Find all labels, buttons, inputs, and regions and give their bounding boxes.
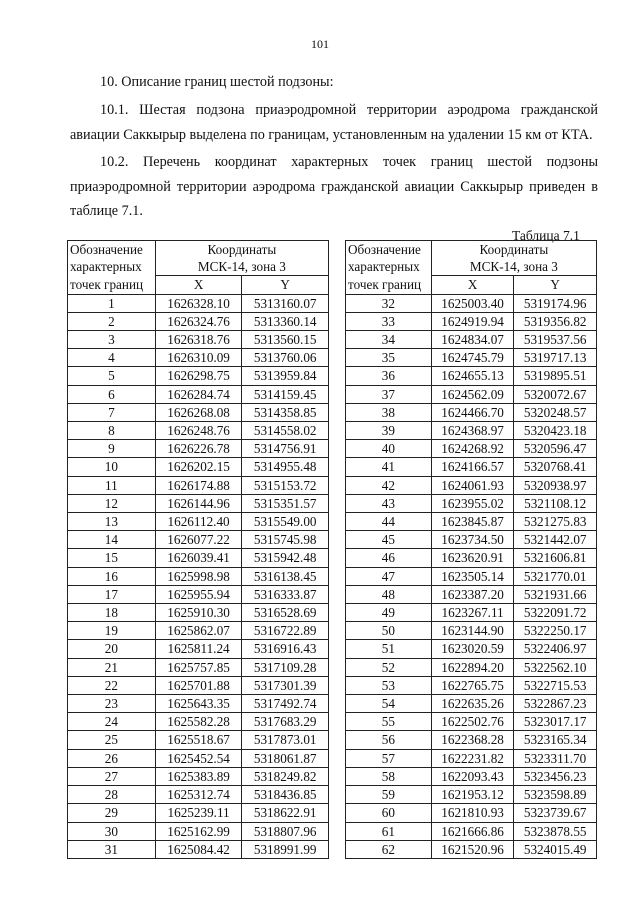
table-row xyxy=(68,767,329,785)
point-number-cell: 34 xyxy=(346,331,432,349)
x-coordinate-cell: 1625998.98 xyxy=(155,567,242,585)
y-coordinate-cell: 5323878.55 xyxy=(514,822,597,840)
y-coordinate-cell: 5322091.72 xyxy=(514,604,597,622)
y-coordinate-cell: 5323739.67 xyxy=(514,804,597,822)
point-number-cell: 37 xyxy=(346,385,432,403)
x-coordinate-cell: 1625582.28 xyxy=(155,713,242,731)
header-y: Y xyxy=(242,276,329,294)
point-number-cell: 48 xyxy=(346,585,432,603)
x-coordinate-cell: 1625643.35 xyxy=(155,695,242,713)
table-row xyxy=(68,622,329,640)
table-row xyxy=(68,585,329,603)
table-row xyxy=(346,822,597,840)
y-coordinate-cell: 5315942.48 xyxy=(242,549,329,567)
header-point-line-2: характерных xyxy=(68,258,156,276)
x-coordinate-cell: 1624166.57 xyxy=(431,458,514,476)
table-row xyxy=(346,385,597,403)
x-coordinate-cell: 1623144.90 xyxy=(431,622,514,640)
y-coordinate-cell: 5314955.48 xyxy=(242,458,329,476)
table-row xyxy=(68,804,329,822)
x-coordinate-cell: 1621666.86 xyxy=(431,822,514,840)
paragraph-10-1-line-1: 10.1. Шестая подзона приаэродромной территории аэродрома гражданской xyxy=(100,102,598,118)
table-row xyxy=(346,331,597,349)
y-coordinate-cell: 5321770.01 xyxy=(514,567,597,585)
x-coordinate-cell: 1624368.97 xyxy=(431,422,514,440)
coordinates-table-right xyxy=(345,240,597,859)
table-row xyxy=(68,385,329,403)
x-coordinate-cell: 1624562.09 xyxy=(431,385,514,403)
table-row xyxy=(346,440,597,458)
point-number-cell: 30 xyxy=(68,822,156,840)
x-coordinate-cell: 1623845.87 xyxy=(431,513,514,531)
coordinates-table-left xyxy=(67,240,329,859)
x-coordinate-cell: 1626328.10 xyxy=(155,294,242,312)
point-number-cell: 12 xyxy=(68,494,156,512)
table-row xyxy=(68,312,329,330)
x-coordinate-cell: 1625162.99 xyxy=(155,822,242,840)
table-row xyxy=(346,731,597,749)
table-row xyxy=(68,658,329,676)
y-coordinate-cell: 5319174.96 xyxy=(514,294,597,312)
point-number-cell: 42 xyxy=(346,476,432,494)
y-coordinate-cell: 5314558.02 xyxy=(242,422,329,440)
table-row xyxy=(346,422,597,440)
point-number-cell: 58 xyxy=(346,767,432,785)
x-coordinate-cell: 1625811.24 xyxy=(155,640,242,658)
y-coordinate-cell: 5318991.99 xyxy=(242,840,329,858)
table-row xyxy=(346,367,597,385)
x-coordinate-cell: 1622368.28 xyxy=(431,731,514,749)
header-point-line-1: Обозначение xyxy=(68,241,156,259)
point-number-cell: 50 xyxy=(346,622,432,640)
table-row xyxy=(68,786,329,804)
point-number-cell: 57 xyxy=(346,749,432,767)
y-coordinate-cell: 5318622.91 xyxy=(242,804,329,822)
table-caption: Таблица 7.1 xyxy=(512,228,580,243)
y-coordinate-cell: 5321275.83 xyxy=(514,513,597,531)
table-row xyxy=(346,804,597,822)
paragraph-10-2-line-1: 10.2. Перечень координат характерных точек границ шестой подзоны xyxy=(100,154,598,170)
point-number-cell: 20 xyxy=(68,640,156,658)
table-row xyxy=(68,367,329,385)
point-number-cell: 47 xyxy=(346,567,432,585)
point-number-cell: 39 xyxy=(346,422,432,440)
table-row xyxy=(346,604,597,622)
point-number-cell: 55 xyxy=(346,713,432,731)
x-coordinate-cell: 1622093.43 xyxy=(431,767,514,785)
table-row xyxy=(346,294,597,312)
table-row xyxy=(68,695,329,713)
x-coordinate-cell: 1626226.78 xyxy=(155,440,242,458)
x-coordinate-cell: 1625239.11 xyxy=(155,804,242,822)
point-number-cell: 29 xyxy=(68,804,156,822)
table-row xyxy=(68,422,329,440)
table-row xyxy=(68,331,329,349)
y-coordinate-cell: 5321442.07 xyxy=(514,531,597,549)
page-number: 101 xyxy=(311,37,329,51)
x-coordinate-cell: 1622894.20 xyxy=(431,658,514,676)
x-coordinate-cell: 1622765.75 xyxy=(431,676,514,694)
table-row xyxy=(346,676,597,694)
x-coordinate-cell: 1625910.30 xyxy=(155,604,242,622)
table-row xyxy=(346,840,597,858)
x-coordinate-cell: 1625518.67 xyxy=(155,731,242,749)
table-row xyxy=(346,658,597,676)
point-number-cell: 56 xyxy=(346,731,432,749)
point-number-cell: 7 xyxy=(68,403,156,421)
point-number-cell: 24 xyxy=(68,713,156,731)
point-number-cell: 1 xyxy=(68,294,156,312)
y-coordinate-cell: 5314358.85 xyxy=(242,403,329,421)
x-coordinate-cell: 1624919.94 xyxy=(431,312,514,330)
point-number-cell: 8 xyxy=(68,422,156,440)
y-coordinate-cell: 5313360.14 xyxy=(242,312,329,330)
y-coordinate-cell: 5317873.01 xyxy=(242,731,329,749)
point-number-cell: 18 xyxy=(68,604,156,622)
point-number-cell: 6 xyxy=(68,385,156,403)
x-coordinate-cell: 1626202.15 xyxy=(155,458,242,476)
header-y: Y xyxy=(514,276,597,294)
y-coordinate-cell: 5316722.89 xyxy=(242,622,329,640)
table-row xyxy=(346,513,597,531)
point-number-cell: 25 xyxy=(68,731,156,749)
table-row xyxy=(346,786,597,804)
table-row xyxy=(68,749,329,767)
header-coords-line-1: Координаты xyxy=(155,241,328,259)
table-row xyxy=(346,622,597,640)
x-coordinate-cell: 1626268.08 xyxy=(155,403,242,421)
header-point-line-2: характерных xyxy=(346,258,432,276)
point-number-cell: 9 xyxy=(68,440,156,458)
y-coordinate-cell: 5319537.56 xyxy=(514,331,597,349)
y-coordinate-cell: 5321931.66 xyxy=(514,585,597,603)
point-number-cell: 23 xyxy=(68,695,156,713)
x-coordinate-cell: 1624834.07 xyxy=(431,331,514,349)
x-coordinate-cell: 1623387.20 xyxy=(431,585,514,603)
y-coordinate-cell: 5320768.41 xyxy=(514,458,597,476)
y-coordinate-cell: 5315153.72 xyxy=(242,476,329,494)
y-coordinate-cell: 5316916.43 xyxy=(242,640,329,658)
table-row xyxy=(346,403,597,421)
y-coordinate-cell: 5319717.13 xyxy=(514,349,597,367)
table-row xyxy=(68,822,329,840)
table-row xyxy=(346,749,597,767)
point-number-cell: 2 xyxy=(68,312,156,330)
point-number-cell: 33 xyxy=(346,312,432,330)
point-number-cell: 22 xyxy=(68,676,156,694)
y-coordinate-cell: 5317492.74 xyxy=(242,695,329,713)
point-number-cell: 27 xyxy=(68,767,156,785)
y-coordinate-cell: 5315549.00 xyxy=(242,513,329,531)
y-coordinate-cell: 5318436.85 xyxy=(242,786,329,804)
y-coordinate-cell: 5322715.53 xyxy=(514,676,597,694)
table-row xyxy=(68,640,329,658)
paragraph-10-1-line-2: авиации Саккырыр выделена по границам, установленным на удалении 15 км от КТА. xyxy=(70,127,593,143)
x-coordinate-cell: 1626112.40 xyxy=(155,513,242,531)
point-number-cell: 21 xyxy=(68,658,156,676)
point-number-cell: 59 xyxy=(346,786,432,804)
point-number-cell: 40 xyxy=(346,440,432,458)
table-row xyxy=(68,458,329,476)
y-coordinate-cell: 5318807.96 xyxy=(242,822,329,840)
point-number-cell: 44 xyxy=(346,513,432,531)
paragraph-10-2-line-2: приаэродромной территории аэродрома гражданской авиации Саккырыр приведен в xyxy=(70,179,598,195)
point-number-cell: 38 xyxy=(346,403,432,421)
y-coordinate-cell: 5313959.84 xyxy=(242,367,329,385)
table-row xyxy=(68,494,329,512)
header-coords-line-2: МСК-14, зона 3 xyxy=(431,258,596,276)
x-coordinate-cell: 1625955.94 xyxy=(155,585,242,603)
y-coordinate-cell: 5316528.69 xyxy=(242,604,329,622)
x-coordinate-cell: 1626298.75 xyxy=(155,367,242,385)
table-row xyxy=(346,640,597,658)
y-coordinate-cell: 5322250.17 xyxy=(514,622,597,640)
x-coordinate-cell: 1626144.96 xyxy=(155,494,242,512)
table-row xyxy=(68,531,329,549)
x-coordinate-cell: 1623505.14 xyxy=(431,567,514,585)
point-number-cell: 16 xyxy=(68,567,156,585)
y-coordinate-cell: 5315351.57 xyxy=(242,494,329,512)
y-coordinate-cell: 5313160.07 xyxy=(242,294,329,312)
point-number-cell: 54 xyxy=(346,695,432,713)
x-coordinate-cell: 1621953.12 xyxy=(431,786,514,804)
table-row xyxy=(346,767,597,785)
y-coordinate-cell: 5318249.82 xyxy=(242,767,329,785)
header-coords-line-2: МСК-14, зона 3 xyxy=(155,258,328,276)
y-coordinate-cell: 5321606.81 xyxy=(514,549,597,567)
header-point-line-3: точек границ xyxy=(68,276,156,294)
y-coordinate-cell: 5318061.87 xyxy=(242,749,329,767)
table-row xyxy=(346,713,597,731)
point-number-cell: 10 xyxy=(68,458,156,476)
table-row xyxy=(68,476,329,494)
y-coordinate-cell: 5323456.23 xyxy=(514,767,597,785)
x-coordinate-cell: 1623955.02 xyxy=(431,494,514,512)
point-number-cell: 60 xyxy=(346,804,432,822)
x-coordinate-cell: 1626174.88 xyxy=(155,476,242,494)
table-row xyxy=(346,567,597,585)
y-coordinate-cell: 5322867.23 xyxy=(514,695,597,713)
y-coordinate-cell: 5317301.39 xyxy=(242,676,329,694)
y-coordinate-cell: 5320596.47 xyxy=(514,440,597,458)
point-number-cell: 32 xyxy=(346,294,432,312)
point-number-cell: 49 xyxy=(346,604,432,622)
point-number-cell: 15 xyxy=(68,549,156,567)
paragraph-10-2-line-3: таблице 7.1. xyxy=(70,203,143,219)
y-coordinate-cell: 5317683.29 xyxy=(242,713,329,731)
point-number-cell: 43 xyxy=(346,494,432,512)
point-number-cell: 11 xyxy=(68,476,156,494)
table-row xyxy=(68,513,329,531)
y-coordinate-cell: 5324015.49 xyxy=(514,840,597,858)
x-coordinate-cell: 1623267.11 xyxy=(431,604,514,622)
point-number-cell: 53 xyxy=(346,676,432,694)
y-coordinate-cell: 5315745.98 xyxy=(242,531,329,549)
x-coordinate-cell: 1624268.92 xyxy=(431,440,514,458)
y-coordinate-cell: 5316138.45 xyxy=(242,567,329,585)
section-heading: 10. Описание границ шестой подзоны: xyxy=(100,74,334,90)
table-row xyxy=(68,549,329,567)
x-coordinate-cell: 1625003.40 xyxy=(431,294,514,312)
y-coordinate-cell: 5323311.70 xyxy=(514,749,597,767)
y-coordinate-cell: 5319356.82 xyxy=(514,312,597,330)
x-coordinate-cell: 1622635.26 xyxy=(431,695,514,713)
table-row xyxy=(68,294,329,312)
y-coordinate-cell: 5313560.15 xyxy=(242,331,329,349)
table-row xyxy=(68,676,329,694)
table-row xyxy=(68,440,329,458)
table-row xyxy=(68,840,329,858)
table-row xyxy=(68,713,329,731)
point-number-cell: 61 xyxy=(346,822,432,840)
x-coordinate-cell: 1624655.13 xyxy=(431,367,514,385)
y-coordinate-cell: 5320423.18 xyxy=(514,422,597,440)
x-coordinate-cell: 1626318.76 xyxy=(155,331,242,349)
y-coordinate-cell: 5323598.89 xyxy=(514,786,597,804)
y-coordinate-cell: 5322562.10 xyxy=(514,658,597,676)
point-number-cell: 17 xyxy=(68,585,156,603)
y-coordinate-cell: 5323017.17 xyxy=(514,713,597,731)
point-number-cell: 4 xyxy=(68,349,156,367)
x-coordinate-cell: 1624061.93 xyxy=(431,476,514,494)
table-row xyxy=(68,349,329,367)
table-row xyxy=(68,403,329,421)
point-number-cell: 51 xyxy=(346,640,432,658)
y-coordinate-cell: 5323165.34 xyxy=(514,731,597,749)
table-row xyxy=(68,567,329,585)
x-coordinate-cell: 1626248.76 xyxy=(155,422,242,440)
table-row xyxy=(346,531,597,549)
table-row xyxy=(346,458,597,476)
point-number-cell: 36 xyxy=(346,367,432,385)
x-coordinate-cell: 1625084.42 xyxy=(155,840,242,858)
x-coordinate-cell: 1621520.96 xyxy=(431,840,514,858)
header-x: X xyxy=(431,276,514,294)
point-number-cell: 28 xyxy=(68,786,156,804)
x-coordinate-cell: 1623020.59 xyxy=(431,640,514,658)
table-row xyxy=(346,349,597,367)
x-coordinate-cell: 1622502.76 xyxy=(431,713,514,731)
point-number-cell: 35 xyxy=(346,349,432,367)
header-point-line-1: Обозначение xyxy=(346,241,432,259)
x-coordinate-cell: 1626310.09 xyxy=(155,349,242,367)
y-coordinate-cell: 5314756.91 xyxy=(242,440,329,458)
x-coordinate-cell: 1625383.89 xyxy=(155,767,242,785)
y-coordinate-cell: 5320248.57 xyxy=(514,403,597,421)
table-row xyxy=(68,604,329,622)
x-coordinate-cell: 1625757.85 xyxy=(155,658,242,676)
header-point-line-3: точек границ xyxy=(346,276,432,294)
point-number-cell: 52 xyxy=(346,658,432,676)
x-coordinate-cell: 1625452.54 xyxy=(155,749,242,767)
y-coordinate-cell: 5313760.06 xyxy=(242,349,329,367)
x-coordinate-cell: 1625701.88 xyxy=(155,676,242,694)
y-coordinate-cell: 5320072.67 xyxy=(514,385,597,403)
table-row xyxy=(346,476,597,494)
x-coordinate-cell: 1626284.74 xyxy=(155,385,242,403)
point-number-cell: 46 xyxy=(346,549,432,567)
y-coordinate-cell: 5322406.97 xyxy=(514,640,597,658)
x-coordinate-cell: 1623734.50 xyxy=(431,531,514,549)
point-number-cell: 19 xyxy=(68,622,156,640)
point-number-cell: 41 xyxy=(346,458,432,476)
x-coordinate-cell: 1626324.76 xyxy=(155,312,242,330)
table-row xyxy=(68,731,329,749)
table-row xyxy=(346,312,597,330)
header-x: X xyxy=(155,276,242,294)
x-coordinate-cell: 1624466.70 xyxy=(431,403,514,421)
header-coords-line-1: Координаты xyxy=(431,241,596,259)
x-coordinate-cell: 1623620.91 xyxy=(431,549,514,567)
point-number-cell: 5 xyxy=(68,367,156,385)
y-coordinate-cell: 5319895.51 xyxy=(514,367,597,385)
point-number-cell: 62 xyxy=(346,840,432,858)
x-coordinate-cell: 1625312.74 xyxy=(155,786,242,804)
y-coordinate-cell: 5316333.87 xyxy=(242,585,329,603)
y-coordinate-cell: 5321108.12 xyxy=(514,494,597,512)
point-number-cell: 3 xyxy=(68,331,156,349)
table-row xyxy=(346,585,597,603)
table-row xyxy=(346,695,597,713)
point-number-cell: 45 xyxy=(346,531,432,549)
point-number-cell: 14 xyxy=(68,531,156,549)
point-number-cell: 13 xyxy=(68,513,156,531)
y-coordinate-cell: 5320938.97 xyxy=(514,476,597,494)
table-row xyxy=(346,549,597,567)
point-number-cell: 31 xyxy=(68,840,156,858)
table-row xyxy=(346,494,597,512)
y-coordinate-cell: 5314159.45 xyxy=(242,385,329,403)
x-coordinate-cell: 1626039.41 xyxy=(155,549,242,567)
x-coordinate-cell: 1621810.93 xyxy=(431,804,514,822)
x-coordinate-cell: 1625862.07 xyxy=(155,622,242,640)
y-coordinate-cell: 5317109.28 xyxy=(242,658,329,676)
x-coordinate-cell: 1626077.22 xyxy=(155,531,242,549)
x-coordinate-cell: 1624745.79 xyxy=(431,349,514,367)
x-coordinate-cell: 1622231.82 xyxy=(431,749,514,767)
point-number-cell: 26 xyxy=(68,749,156,767)
